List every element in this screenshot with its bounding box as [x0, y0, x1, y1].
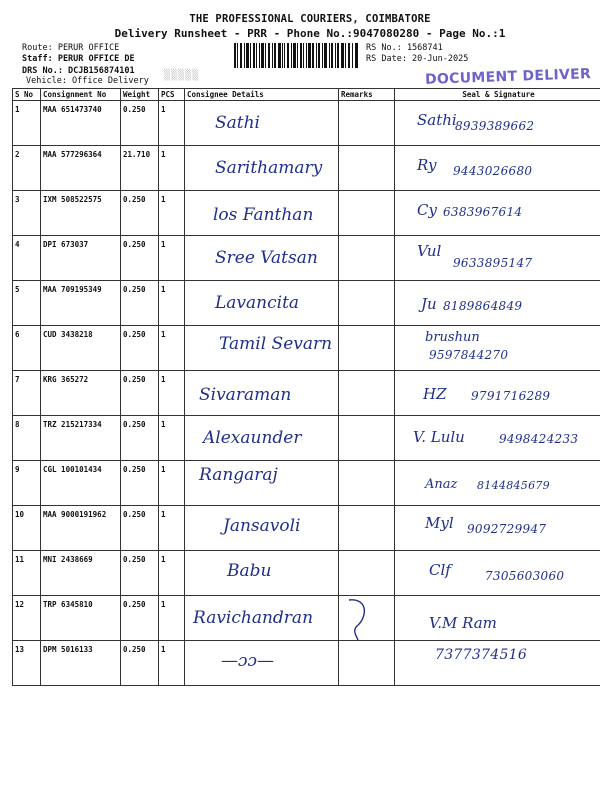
document-delivered-stamp: DOCUMENT DELIVER [424, 66, 592, 88]
consignee-cell [185, 146, 339, 191]
staff-text: Staff: PERUR OFFICE DE [22, 54, 135, 64]
signature-cell [395, 236, 600, 281]
remarks-cell [339, 596, 395, 641]
row-pcs: 1 [159, 596, 185, 641]
row-sno: 11 [13, 551, 41, 596]
row-pcs: 1 [159, 191, 185, 236]
runsheet-title: Delivery Runsheet - PRR - Phone No.:9047080280 - Page No.:1 [114, 27, 506, 40]
row-pcs: 1 [159, 101, 185, 146]
signature-cell [395, 146, 600, 191]
table-row [13, 146, 600, 191]
consignee-cell [185, 506, 339, 551]
consignee-handwriting: Sivaraman [199, 385, 292, 405]
phone-handwriting: 9498424233 [499, 432, 579, 446]
consignee-cell [185, 461, 339, 506]
signature-cell [395, 551, 600, 596]
remarks-cell [339, 281, 395, 326]
header-weight: Weight [121, 89, 159, 101]
phone-handwriting: 9597844270 [429, 348, 509, 362]
row-consignment: MNI 2438669 [41, 551, 121, 596]
consignee-cell [185, 596, 339, 641]
remarks-cell [339, 191, 395, 236]
row-consignment: IXM 508522575 [41, 191, 121, 236]
row-weight: 0.250 [121, 461, 159, 506]
table-row [13, 281, 600, 326]
signature-handwriting: Ry [417, 156, 437, 174]
consignee-handwriting: los Fanthan [213, 205, 314, 225]
signature-handwriting: Vul [417, 242, 442, 260]
table-row [13, 551, 600, 596]
header-signature: Seal & Signature [395, 89, 600, 101]
row-sno: 1 [13, 101, 41, 146]
row-consignment: MAA 9000191962 [41, 506, 121, 551]
rs-date: RS Date: 20-Jun-2025 [366, 54, 469, 64]
consignee-cell [185, 236, 339, 281]
row-weight: 0.250 [121, 281, 159, 326]
consignee-handwriting: Sarithamary [215, 158, 323, 178]
phone-handwriting: 6383967614 [443, 205, 523, 219]
signature-cell [395, 371, 600, 416]
remarks-cell [339, 236, 395, 281]
table-row [13, 371, 600, 416]
signature-handwriting: V. Lulu [413, 428, 465, 446]
remarks-cell [339, 461, 395, 506]
signature-cell [395, 416, 600, 461]
row-pcs: 1 [159, 461, 185, 506]
row-consignment: TRP 6345810 [41, 596, 121, 641]
consignee-cell [185, 371, 339, 416]
remarks-cell [339, 326, 395, 371]
consignee-cell [185, 641, 339, 686]
barcode-image [234, 43, 358, 68]
row-sno: 2 [13, 146, 41, 191]
row-weight: 21.710 [121, 146, 159, 191]
header-remarks: Remarks [339, 89, 395, 101]
row-weight: 0.250 [121, 551, 159, 596]
row-weight: 0.250 [121, 326, 159, 371]
row-sno: 7 [13, 371, 41, 416]
row-weight: 0.250 [121, 416, 159, 461]
consignee-cell [185, 101, 339, 146]
row-pcs: 1 [159, 281, 185, 326]
drs-number: DRS No.: DCJB156874101 [22, 66, 135, 76]
row-pcs: 1 [159, 506, 185, 551]
remarks-cell [339, 146, 395, 191]
row-consignment: CUD 3438218 [41, 326, 121, 371]
consignee-handwriting: Sree Vatsan [215, 248, 318, 268]
row-sno: 3 [13, 191, 41, 236]
signature-cell [395, 506, 600, 551]
phone-handwriting: 8189864849 [443, 299, 523, 313]
signature-handwriting: Sathi [417, 111, 457, 129]
row-consignment: TRZ 215217334 [41, 416, 121, 461]
table-header-row [13, 89, 600, 101]
consignee-handwriting: —ɔɔ— [221, 651, 275, 671]
signature-handwriting: brushun [425, 330, 480, 345]
row-consignment: KRG 365272 [41, 371, 121, 416]
consignee-handwriting: Jansavoli [223, 516, 301, 536]
signature-cell [395, 281, 600, 326]
vehicle-text: Vehicle: Office Delivery [26, 76, 149, 86]
row-weight: 0.250 [121, 371, 159, 416]
row-weight: 0.250 [121, 506, 159, 551]
signature-handwriting: HZ [423, 385, 447, 403]
remarks-cell [339, 416, 395, 461]
row-sno: 4 [13, 236, 41, 281]
remarks-cell [339, 101, 395, 146]
table-row [13, 506, 600, 551]
row-pcs: 1 [159, 551, 185, 596]
runsheet-table [12, 88, 600, 686]
remarks-cell [339, 641, 395, 686]
table-row [13, 461, 600, 506]
row-sno: 8 [13, 416, 41, 461]
faint-stamp-mark: ▒▒▒▒▒ [164, 70, 200, 81]
consignee-cell [185, 551, 339, 596]
row-sno: 9 [13, 461, 41, 506]
row-weight: 0.250 [121, 101, 159, 146]
signature-cell [395, 191, 600, 236]
consignee-handwriting: Rangaraj [199, 465, 278, 485]
remarks-cell [339, 551, 395, 596]
row-consignment: MAA 651473740 [41, 101, 121, 146]
table-row [13, 641, 600, 686]
signature-handwriting: Clf [429, 561, 451, 579]
consignee-handwriting: Tamil Sevarn [219, 334, 333, 354]
row-consignment: MAA 709195349 [41, 281, 121, 326]
signature-cell [395, 461, 600, 506]
row-consignment: MAA 577296364 [41, 146, 121, 191]
table-row [13, 236, 600, 281]
consignee-cell [185, 191, 339, 236]
header-pcs: PCS [159, 89, 185, 101]
row-consignment: CGL 100101434 [41, 461, 121, 506]
remarks-cell [339, 506, 395, 551]
row-sno: 5 [13, 281, 41, 326]
consignee-cell [185, 281, 339, 326]
rs-number: RS No.: 1568741 [366, 43, 443, 53]
table-row [13, 326, 600, 371]
phone-handwriting: 7377374516 [435, 647, 528, 663]
table-row [13, 191, 600, 236]
route-text: Route: PERUR OFFICE [22, 43, 120, 53]
consignee-handwriting: Babu [227, 561, 272, 581]
row-sno: 12 [13, 596, 41, 641]
signature-handwriting: Cy [417, 201, 437, 219]
consignee-handwriting: Ravichandran [193, 608, 314, 628]
signature-handwriting: Myl [425, 514, 454, 532]
phone-handwriting: 8144845679 [477, 479, 550, 492]
row-pcs: 1 [159, 146, 185, 191]
phone-handwriting: 9791716289 [471, 389, 551, 403]
header-consignment: Consignment No [41, 89, 121, 101]
consignee-handwriting: Alexaunder [203, 428, 302, 448]
signature-handwriting: V.M Ram [429, 614, 497, 632]
table-row [13, 101, 600, 146]
remarks-cell [339, 371, 395, 416]
phone-handwriting: 9092729947 [467, 522, 547, 536]
row-weight: 0.250 [121, 236, 159, 281]
phone-handwriting: 7305603060 [485, 569, 565, 583]
row-pcs: 1 [159, 416, 185, 461]
header-consignee: Consignee Details [185, 89, 339, 101]
row-sno: 6 [13, 326, 41, 371]
consignee-handwriting: Sathi [215, 113, 260, 133]
row-weight: 0.250 [121, 191, 159, 236]
phone-handwriting: 8939389662 [455, 119, 535, 133]
row-weight: 0.250 [121, 641, 159, 686]
signature-cell [395, 641, 600, 686]
phone-handwriting: 9443026680 [453, 164, 533, 178]
table-row [13, 416, 600, 461]
row-weight: 0.250 [121, 596, 159, 641]
signature-cell [395, 326, 600, 371]
row-pcs: 1 [159, 326, 185, 371]
signature-handwriting: Anaz [425, 477, 458, 492]
row-sno: 13 [13, 641, 41, 686]
row-pcs: 1 [159, 371, 185, 416]
remarks-bracket-mark [339, 596, 379, 641]
signature-cell [395, 101, 600, 146]
consignee-handwriting: Lavancita [215, 293, 300, 313]
signature-handwriting: Ju [421, 295, 437, 313]
consignee-cell [185, 326, 339, 371]
consignee-cell [185, 416, 339, 461]
header-sno: S No [13, 89, 41, 101]
signature-cell [395, 596, 600, 641]
row-consignment: DPI 673037 [41, 236, 121, 281]
row-sno: 10 [13, 506, 41, 551]
company-name: THE PROFESSIONAL COURIERS, COIMBATORE [189, 13, 431, 25]
row-consignment: DPM 5016133 [41, 641, 121, 686]
table-row [13, 596, 600, 641]
row-pcs: 1 [159, 236, 185, 281]
row-pcs: 1 [159, 641, 185, 686]
phone-handwriting: 9633895147 [453, 256, 533, 270]
